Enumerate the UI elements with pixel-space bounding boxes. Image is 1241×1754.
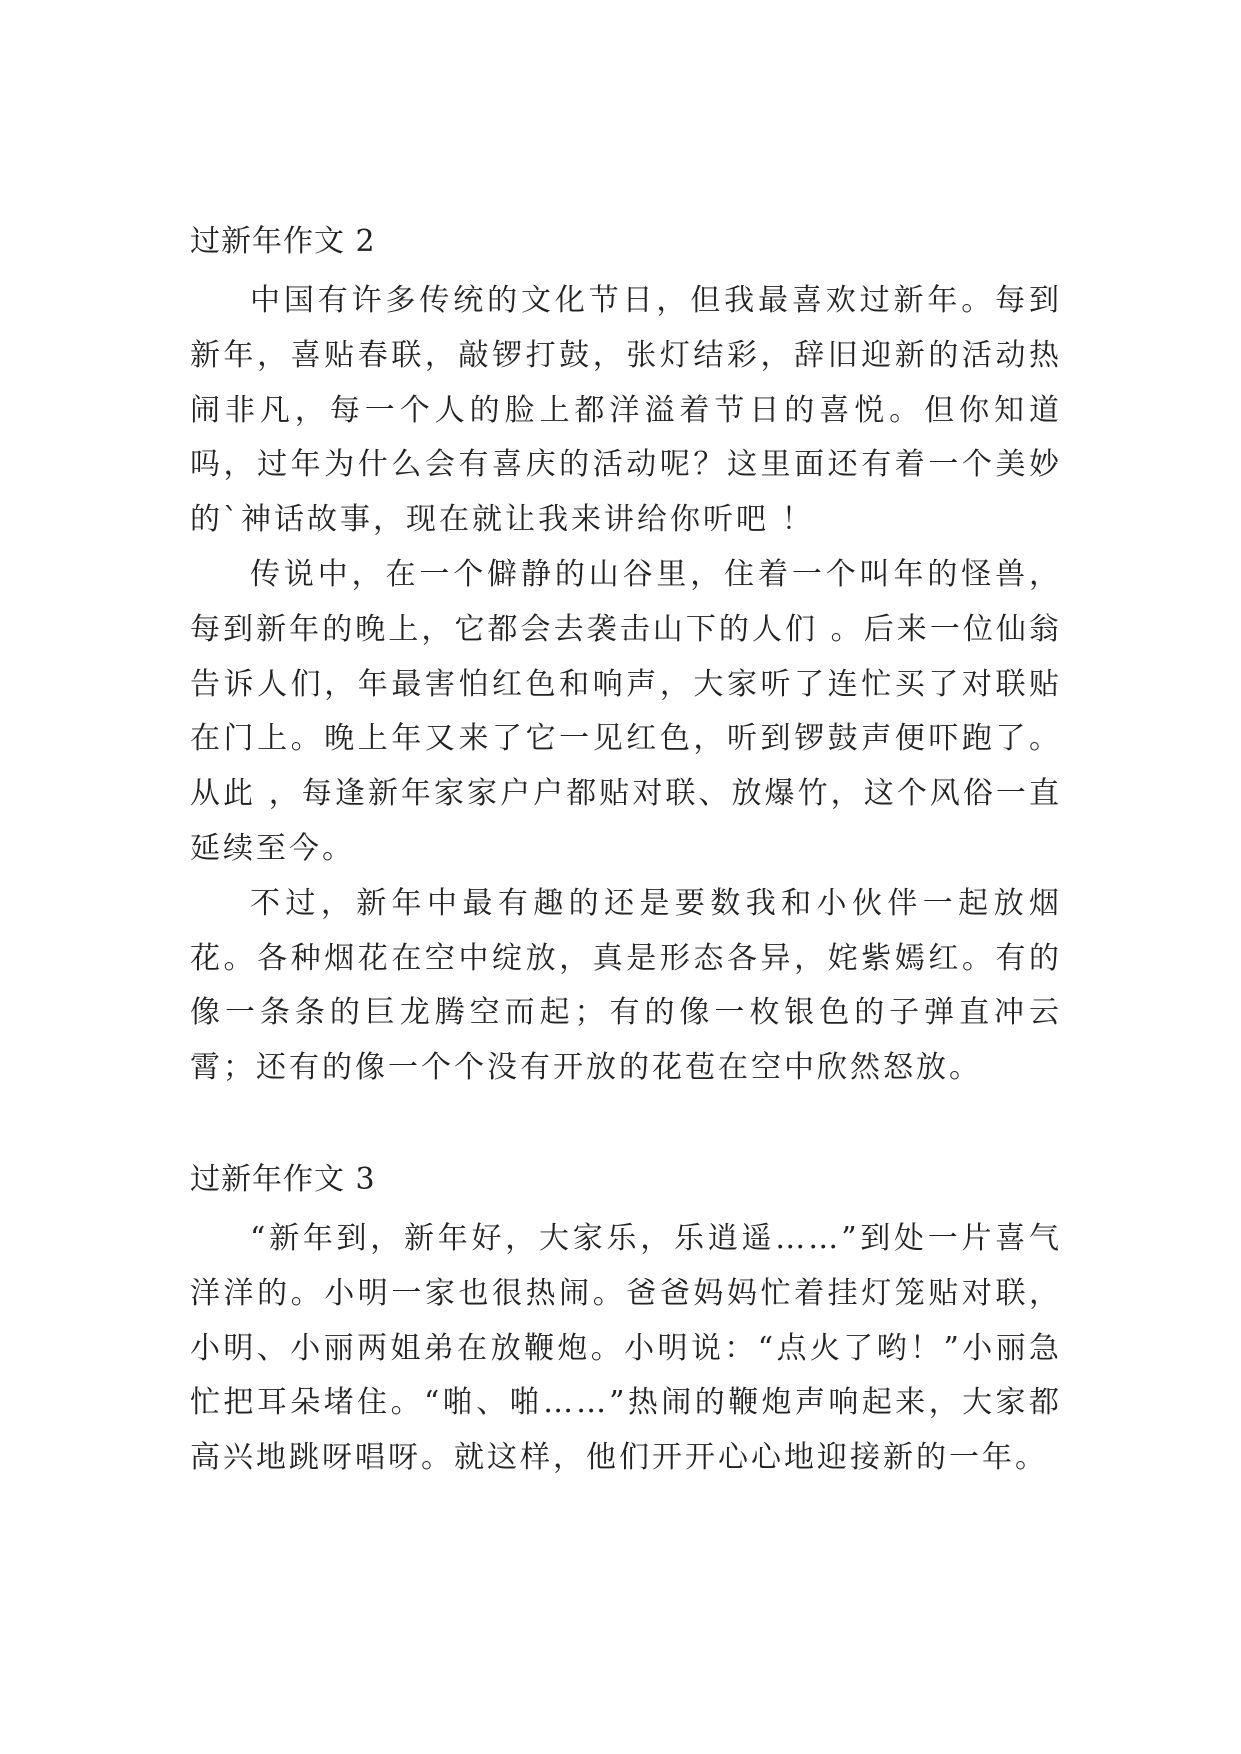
document-content [190, 222, 1062, 1486]
paragraph-legend: 传说中，在一个僻静的山谷里，住着一个叫年的怪兽，每到新年的晚上，它都会去袭击山下的人们 。后来一位仙翁告诉人们，年最害怕红色和响声，大家听了连忙买了对联贴在门上。晚上年又来了它一见红色，听到锣鼓声便吓跑了。从此 ，每逢新年家家户户都贴对联、放爆竹，这个风俗一直延续至今。 [190, 556, 1062, 866]
paragraph-new-year-celebration: “新年到，新年好，大家乐，乐逍遥……”到处一片喜气洋洋的。小明一家也很热闹。爸爸妈妈忙着挂灯笼贴对联，小明、小丽两姐弟在放鞭炮。小明说：“点火了哟！”小丽急忙把耳朵堵住。“啪、啪……”热闹的鞭炮声响起来，大家都高兴地跳呀唱呀。就这样，他们开开心心地迎接新的一年。 [190, 1220, 1062, 1476]
section-heading-essay-2: 过新年作文 2 [190, 224, 376, 259]
section-spacer [190, 1096, 1062, 1160]
section-heading-essay-3: 过新年作文 3 [190, 1161, 376, 1197]
paragraph-fireworks: 不过，新年中最有趣的还是要数我和小伙伴一起放烟花。各种烟花在空中绽放，真是形态各异，姹紫嫣红。有的像一条条的巨龙腾空而起；有的像一枚银色的子弹直冲云霄；还有的像一个个没有开放的花苞在空中欣然怒放。 [190, 885, 1062, 1086]
paragraph-intro: 中国有许多传统的文化节日，但我最喜欢过新年。每到新年，喜贴春联，敲锣打鼓，张灯结彩，辞旧迎新的活动热闹非凡，每一个人的脸上都洋溢着节日的喜悦。但你知道吗，过年为什么会有喜庆的活动呢？这里面还有着一个美妙的`神话故事，现在就让我来讲给你听吧 ！ [190, 283, 1062, 538]
